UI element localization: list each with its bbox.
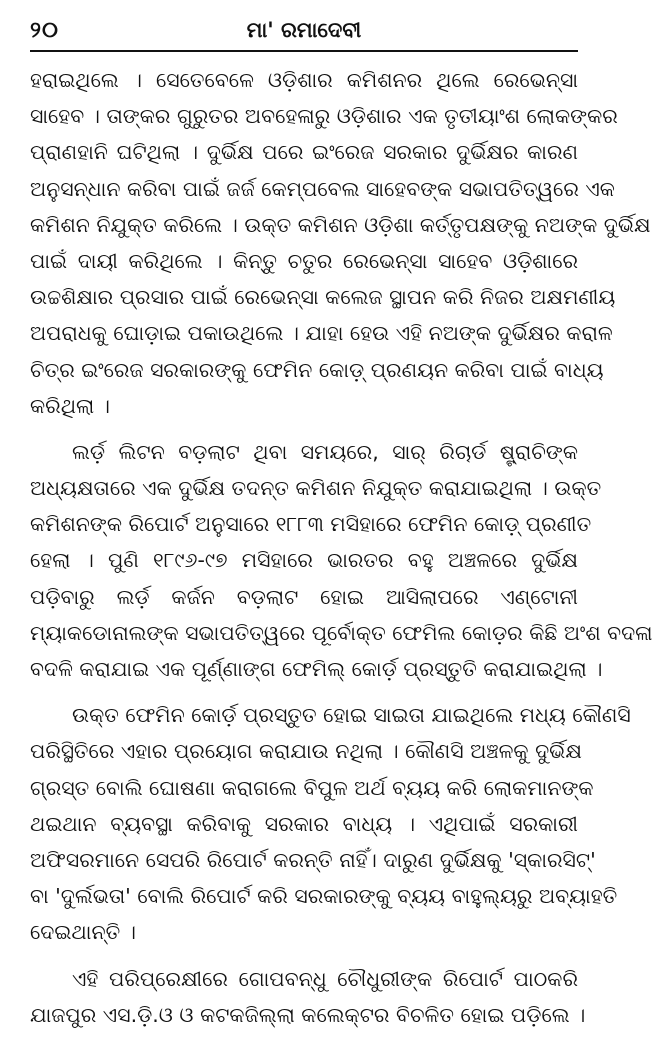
text-line: ହରାଇଥିଲେ । ସେତେବେଳେ ଓଡ଼ିଶାର କମିଶନର ଥିଲେ ରେଭେନ୍‌ସା (30, 68, 578, 92)
text-line: ପ୍ରାଣହାନି ଘଟିଥିଲା । ଦୁର୍ଭିକ୍ଷ ପରେ ଇଂରେଜ ସରକାର ଦୁର୍ଭିକ୍ଷର କାରଣ (30, 140, 578, 165)
text-line: ଅପରାଧକୁ ଘୋଡ଼ାଇ ପକାଉଥିଲେ । ଯାହା ହେଉ ଏହି ନଅଙ୍କ ଦୁର୍ଭିକ୍ଷର କରାଳ (30, 321, 613, 346)
running-title: ମା' ରମାଦେବୀ (246, 18, 362, 42)
text-line: ଲର୍ଡ଼ ଲିଟନ ବଡ଼ଲାଟ ଥିବା ସମୟରେ, ସାର୍ ରିଚାର୍ଡ ଷ୍ଟ୍ରାଚିଙ୍କ (72, 439, 578, 464)
text-line: ପଡ଼ିବାରୁ ଲର୍ଡ଼ କର୍ଜନ ବଡ଼ଲାଟ ହୋଇ ଆସିଲାପରେ ଏଣ୍ଟୋନୀ (30, 584, 578, 609)
text-line: ଗ୍ରସ୍ତ ବୋଲି ଘୋଷଣା କରାଗଲେ ବିପୁଳ ଅର୍ଥ ବ୍ୟୟ କରି ଲୋକମାନଙ୍କ (30, 775, 594, 800)
body-text (30, 62, 653, 1043)
paragraph-4 (30, 961, 586, 1033)
text-line: ଅଫିସରମାନେ ସେପରି ରିପୋର୍ଟ କରନ୍ତି ନାହିଁ। ଦାରୁଣ ଦୁର୍ଭିକ୍ଷକୁ 'ସ୍କାରସିଟ୍' (30, 847, 596, 872)
text-line: କମିଶନଙ୍କ ରିପୋର୍ଟ ଅନୁସାରେ ୧୮୮୩ ମସିହାରେ ଫେମିନ କୋଡ଼୍ ପ୍ରଣୀତ (30, 512, 592, 537)
text-line: କରିଥିଲା । (30, 393, 110, 418)
text-line: ସାହେବ । ତାଙ୍କର ଗୁରୁତର ଅବହେଳାରୁ ଓଡ଼ିଶାର ଏକ ତୃତୀୟାଂଶ ଲୋକଙ୍କର (30, 104, 618, 129)
text-line: ଉଚ୍ଚଶିକ୍ଷାର ପ୍ରସାର ପାଇଁ ରେଭେନ୍‌ସା କଲେଜ ସ୍ଥାପନ କରି ନିଜର ଅକ୍ଷମଣୀୟ (30, 285, 616, 310)
text-line: ଚିତ୍ର ଇଂରେଜ ସରକାରଙ୍କୁ ଫେମିନ କୋଡ଼୍ ପ୍ରଣୟନ କରିବା ପାଇଁ ବାଧ୍ୟ (30, 357, 604, 382)
paragraph-2 (30, 434, 653, 687)
text-line: ଦେଇଥାନ୍ତି । (30, 920, 136, 945)
text-line: ବଦଳି କରାଯାଇ ଏକ ପୂର୍ଣ୍ଣାଙ୍ଗ ଫେମିଲ୍ କୋର୍ଡ଼ ପ୍ରସ୍ତୁତି କରାଯାଇଥିଲା । (30, 657, 603, 681)
text-line: ଏହି ପରିପ୍ରେକ୍ଷୀରେ ଗୋପବନ୍ଧୁ ଚୌଧୁରୀଙ୍କ ରିପୋର୍ଟ ପାଠକରି (72, 966, 578, 991)
text-line: କମିଶନ ନିଯୁକ୍ତ କରିଲେ । ଉକ୍ତ କମିଶନ ଓଡ଼ିଶା କର୍ତ୍ତୃପକ୍ଷଙ୍କୁ ନଅଙ୍କ ଦୁର୍ଭିକ୍ଷ (30, 212, 651, 237)
text-line: ଅଧ୍ୟକ୍ଷତାରେ ଏକ ଦୁର୍ଭିକ୍ଷ ତଦନ୍ତ କମିଶନ ନିଯୁକ୍ତ କରାଯାଇଥିଲା । ଉକ୍ତ (30, 476, 602, 501)
text-line: ଉକ୍ତ ଫେମିନ କୋର୍ଡ଼ ପ୍ରସ୍ତୁତ ହୋଇ ସାଇତା ଯାଇଥିଲେ ମଧ୍ୟ କୌଣସି (72, 703, 631, 728)
text-line: ପାଇଁ ଦାୟୀ କରିଥିଲେ । କିନ୍ତୁ ଚତୁର ରେଭେନ୍‌ସା ସାହେବ ଓଡ଼ିଶାରେ (30, 248, 578, 273)
text-line: ପରିସ୍ଥିତିରେ ଏହାର ପ୍ରୟୋଗ କରାଯାଉ ନଥିଲା । କୌଣସି ଅଞ୍ଚଳକୁ ଦୁର୍ଭିକ୍ଷ (30, 739, 582, 764)
page-number: ୨୦ (30, 18, 59, 43)
text-line: ବା 'ଦୁର୍ଲଭତା' ବୋଲି ରିପୋର୍ଟ କରି ସରକାରଙ୍କୁ ବ୍ୟୟ ବାହୁଲ୍ୟରୁ ଅବ୍ୟାହତି (30, 884, 618, 909)
page-header (30, 14, 578, 48)
text-line: ହେଲା । ପୁଣି ୧୮୯୬-୯୭ ମସିହାରେ ଭାରତର ବହୁ ଅଞ୍ଚଳରେ ଦୁର୍ଭିକ୍ଷ (30, 548, 578, 573)
text-line: ଥଇଥାନ ବ୍ୟବସ୍ଥା କରିବାକୁ ସରକାର ବାଧ୍ୟ । ଏଥିପାଇଁ ସରକାରୀ (30, 811, 578, 836)
text-line: ଅନୁସନ୍ଧାନ କରିବା ପାଇଁ ଜର୍ଜ କେମ୍ପବେଲ ସାହେବଙ୍କ ସଭାପତିତ୍ୱରେ ଏକ (30, 176, 615, 201)
paragraph-1 (30, 62, 651, 424)
header-divider (30, 50, 578, 52)
paragraph-3 (30, 697, 631, 950)
text-line: ଯାଜପୁର ଏସ.ଡ଼ି.ଓ ଓ କଟକଜିଲ୍ଲା କଲେକ୍ଟର ବିଚଳିତ ହୋଇ ପଡ଼ିଲେ । (30, 1002, 586, 1027)
text-line: ମ୍ୟାକଡୋନାଲଙ୍କ ସଭାପତିତ୍ୱରେ ପୂର୍ବୋକ୍ତ ଫେମିଲ କୋଡ଼ର କିଛି ଅଂଶ ବଦଳା (30, 620, 653, 645)
